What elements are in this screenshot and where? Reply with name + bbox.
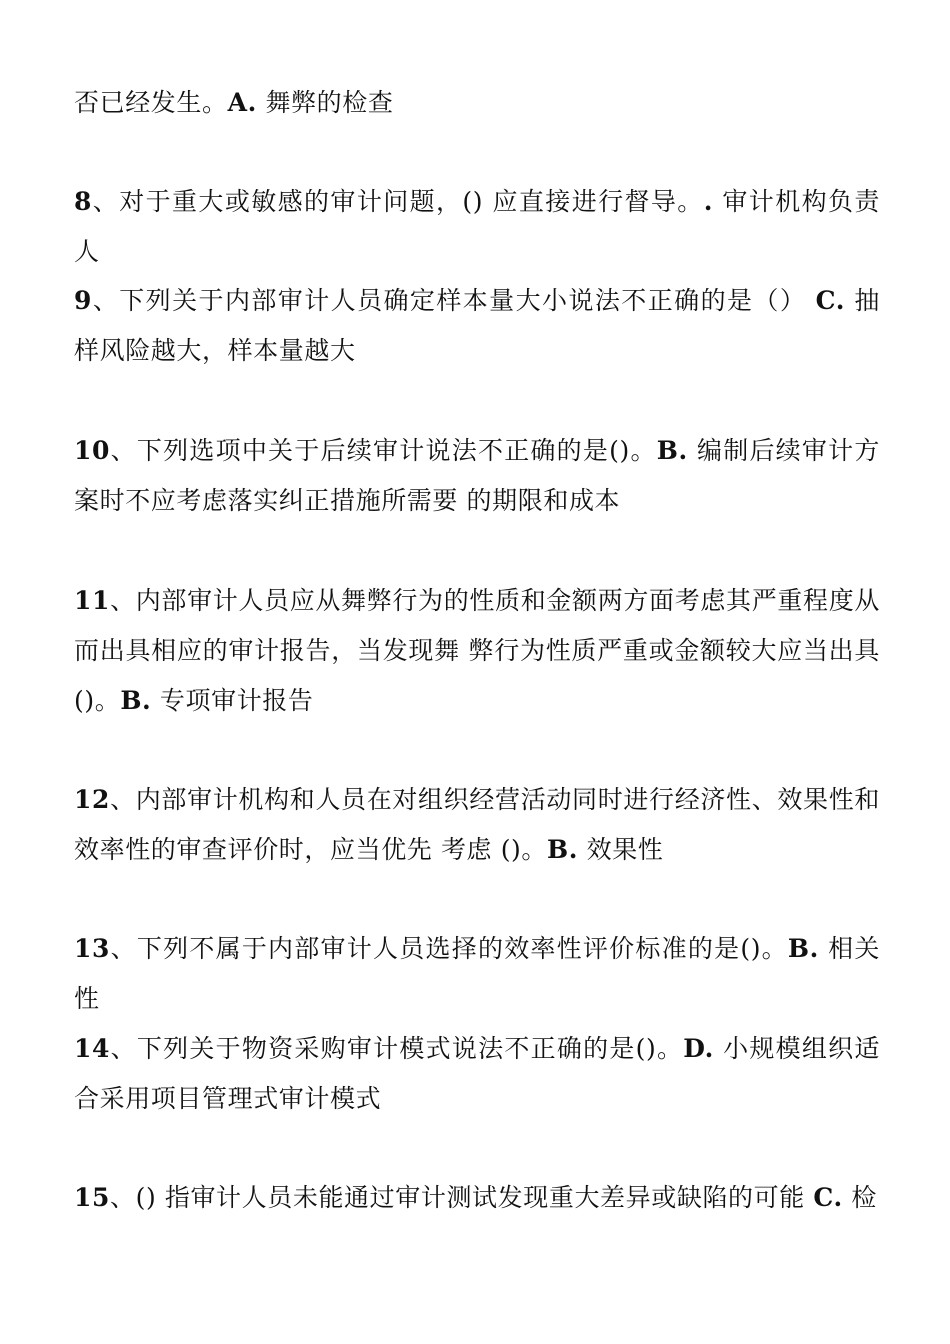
answer-text: 相关性 bbox=[74, 934, 880, 1013]
answer-option: . bbox=[703, 187, 714, 216]
answer-option: B. bbox=[547, 835, 579, 864]
list-item bbox=[74, 78, 880, 128]
question-number: 8 bbox=[74, 187, 92, 216]
answer-text: 小规模组织适合采用项目管理式审计模式 bbox=[74, 1034, 881, 1113]
answer-text: 舞弊的检查 bbox=[265, 88, 394, 117]
question-text: 、对于重大或敏感的审计问题，() 应直接进行督导。 bbox=[92, 187, 704, 216]
answer-option: A. bbox=[227, 88, 257, 117]
list-item bbox=[74, 1024, 880, 1124]
question-text: 、下列选项中关于后续审计说法不正确的是()。 bbox=[110, 436, 657, 465]
answer-text: 效果性 bbox=[586, 835, 664, 864]
question-number: 13 bbox=[74, 934, 110, 963]
answer-text: 检 bbox=[851, 1183, 877, 1212]
answer-option: B. bbox=[120, 686, 152, 715]
answer-option: D. bbox=[683, 1034, 714, 1063]
question-text: 、下列不属于内部审计人员选择的效率性评价标准的是()。 bbox=[110, 934, 788, 963]
answer-option: C. bbox=[815, 286, 846, 315]
answer-text: 审计机构负责人 bbox=[74, 187, 881, 266]
question-text: 否已经发生。 bbox=[74, 88, 228, 117]
question-number: 10 bbox=[74, 436, 110, 465]
question-number: 12 bbox=[74, 785, 110, 814]
list-item bbox=[74, 276, 880, 376]
answer-option: C. bbox=[813, 1183, 843, 1212]
list-item bbox=[74, 924, 880, 1024]
question-number: 14 bbox=[74, 1034, 110, 1063]
question-text: 、内部审计机构和人员在对组织经营活动同时进行经济性、效果性和效率性的审查评价时，应当优先 考虑 ()。 bbox=[74, 785, 880, 864]
list-item bbox=[74, 1173, 880, 1223]
answer-text: 抽样风险越大，样本量越大 bbox=[74, 286, 881, 365]
list-item bbox=[74, 177, 880, 277]
list-item bbox=[74, 426, 880, 526]
answer-text: 专项审计报告 bbox=[159, 686, 314, 715]
question-text: 、内部审计人员应从舞弊行为的性质和金额两方面考虑其严重程度从而出具相应的审计报告，当发现舞 弊行为性质严重或金额较大应当出具 ()。 bbox=[74, 586, 880, 715]
question-number: 15 bbox=[74, 1183, 110, 1212]
question-text: 、下列关于物资采购审计模式说法不正确的是()。 bbox=[110, 1034, 684, 1063]
answer-option: B. bbox=[656, 436, 688, 465]
question-text: 、下列关于内部审计人员确定样本量大小说法不正确的是（） bbox=[92, 286, 807, 315]
list-item bbox=[74, 775, 880, 875]
question-number: 9 bbox=[74, 286, 92, 315]
list-item bbox=[74, 576, 880, 726]
question-number: 11 bbox=[74, 586, 110, 615]
answer-text: 编制后续审计方案时不应考虑落实纠正措施所需要 的期限和成本 bbox=[74, 436, 880, 515]
answer-option: B. bbox=[787, 934, 819, 963]
question-text: 、() 指审计人员未能通过审计测试发现重大差异或缺陷的可能 bbox=[110, 1183, 805, 1212]
